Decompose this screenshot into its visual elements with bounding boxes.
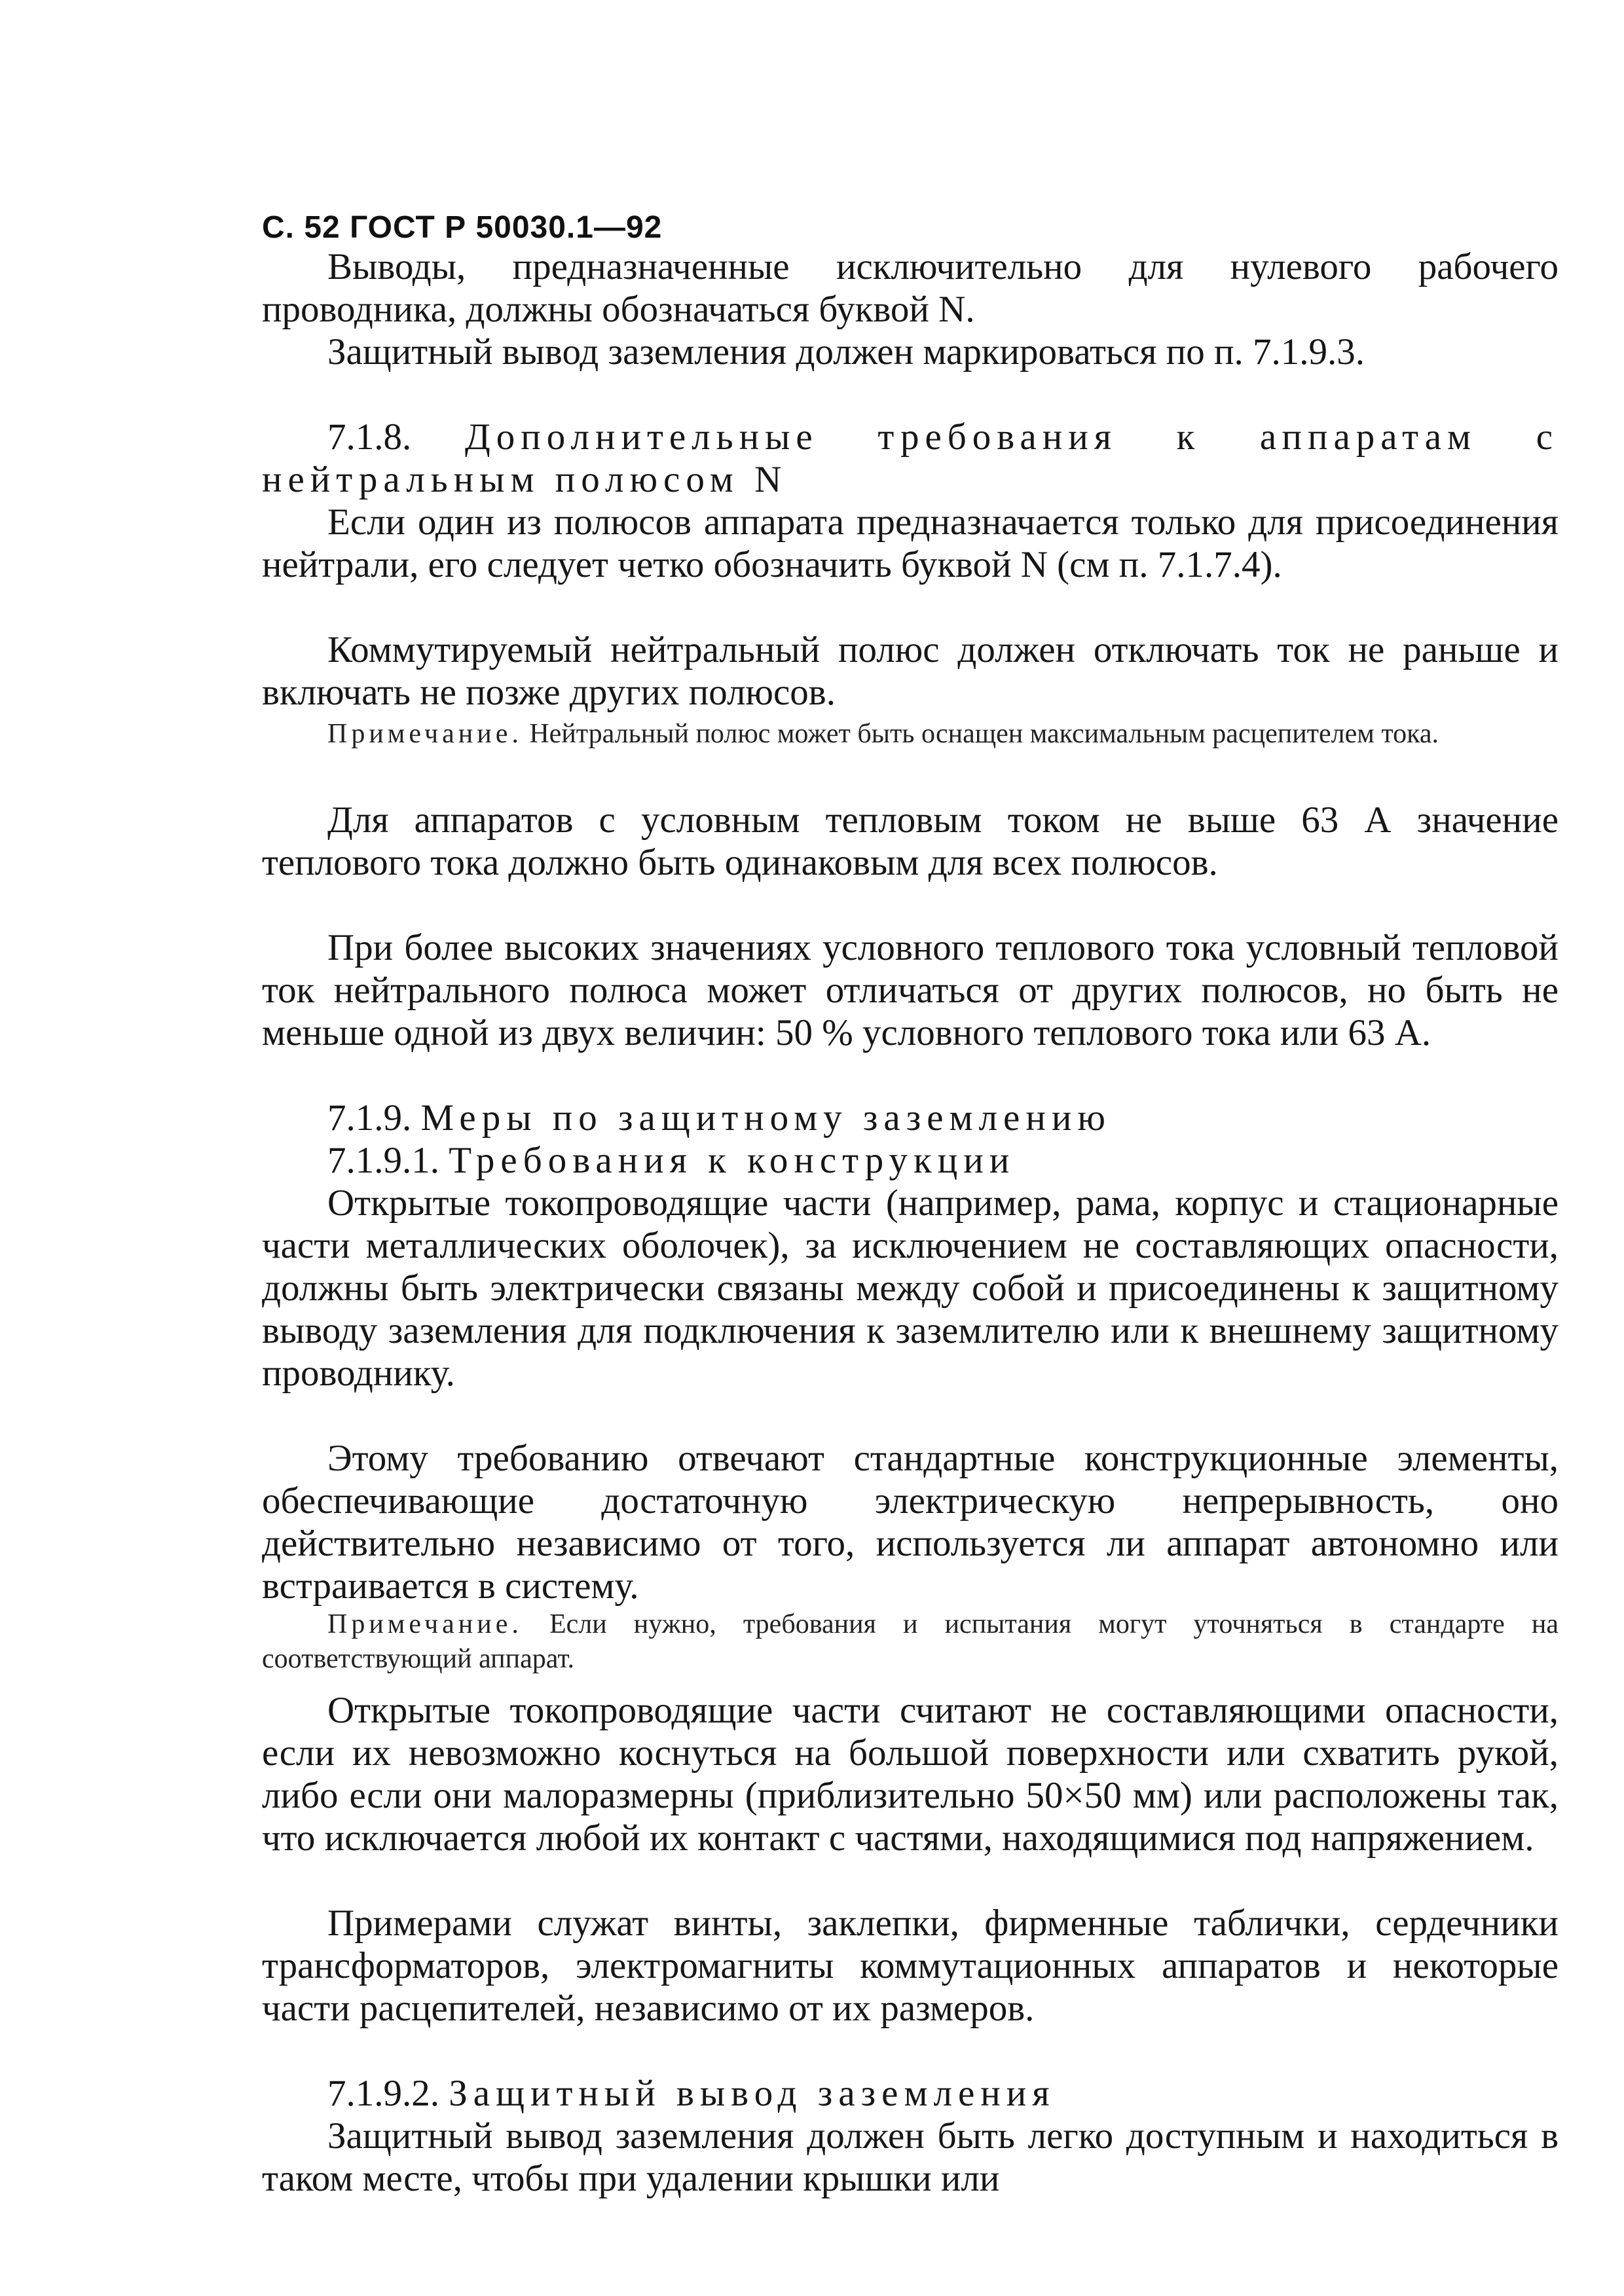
paragraph-structural-elements: Этому требованию отвечают стандартные конструкционные элементы, обеспечивающие достаточную электрическую непрерывность, оно действительно независимо от того, используется ли аппарат автономно или встраивается в систему.: [262, 1438, 1559, 1607]
paragraph-protective-terminal-marking: Защитный вывод заземления должен маркироваться по п. 7.1.9.3.: [327, 331, 1365, 373]
section-7-1-9-1-heading: [262, 1139, 1559, 1182]
note-text: Нейтральный полюс может быть оснащен максимальным расцепителем тока.: [529, 719, 1439, 749]
paragraph-non-hazardous-parts: Открытые токопроводящие части считают не составляющими опасности, если их невозможно коснуться на большой поверхности или схватить рукой, либо если они малоразмерны (приблизительно 50×50 мм) или расположены так, что исключается любой их контакт с частями, находящимися под напряжением.: [262, 1690, 1559, 1859]
section-7-1-9-2-heading: [262, 2072, 1559, 2115]
note-requirements: [262, 1607, 1559, 1677]
section-number: 7.1.9.1.: [327, 1140, 439, 1181]
note-text: Если нужно, требования и испытания могут уточняться в стандарте на соответствующий аппарат.: [262, 1609, 1559, 1674]
section-7-1-9-heading: [262, 1097, 1559, 1139]
note-label: Примечание.: [327, 719, 523, 749]
page-header: С. 52 ГОСТ Р 50030.1—92: [262, 210, 663, 245]
section-title: Требования к конструкции: [449, 1140, 1016, 1181]
note-label: Примечание.: [327, 1609, 523, 1639]
section-7-1-8-heading: [262, 416, 1559, 501]
section-number: 7.1.8.: [327, 416, 412, 458]
section-number: 7.1.9.: [327, 1097, 412, 1139]
paragraph-switched-neutral: Коммутируемый нейтральный полюс должен отключать ток не раньше и включать не позже других полюсов.: [262, 629, 1559, 713]
paragraph-higher-thermal-current: При более высоких значениях условного теплового тока условный тепловой ток нейтрального полюса может отличаться от других полюсов, но быть не меньше одной из двух величин: 50 % условного теплового тока или 63 А.: [262, 927, 1559, 1053]
section-title: Меры по защитному заземлению: [420, 1097, 1111, 1139]
section-title: Дополнительные требования к аппаратам с нейтральным полюсом N: [262, 416, 1559, 500]
note-neutral-pole: [262, 717, 1559, 752]
paragraph-terminals-n: Выводы, предназначенные исключительно для нулевого рабочего проводника, должны обозначаться буквой N.: [262, 246, 1559, 330]
section-number: 7.1.9.2.: [327, 2073, 439, 2114]
paragraph-thermal-current-63a: Для аппаратов с условным тепловым током не выше 63 А значение теплового тока должно быть одинаковым для всех полюсов.: [262, 799, 1559, 883]
paragraph-exposed-conductive-parts: Открытые токопроводящие части (например, рама, корпус и стационарные части металлических оболочек), за исключением не составляющих опасности, должны быть электрически связаны между собой и присоединены к защитному выводу заземления для подключения к заземлителю или к внешнему защитному проводнику.: [262, 1182, 1559, 1394]
paragraph-examples: Примерами служат винты, заклепки, фирменные таблички, сердечники трансформаторов, электромагниты коммутационных аппаратов и некоторые части расцепителей, независимо от их размеров.: [262, 1903, 1559, 2029]
paragraph-protective-terminal-access: Защитный вывод заземления должен быть легко доступным и находиться в таком месте, чтобы при удалении крышки или: [262, 2115, 1559, 2199]
section-title: Защитный вывод заземления: [449, 2073, 1056, 2114]
paragraph-neutral-pole: Если один из полюсов аппарата предназначается только для присоединения нейтрали, его следует четко обозначить буквой N (см п. 7.1.7.4).: [262, 501, 1559, 585]
